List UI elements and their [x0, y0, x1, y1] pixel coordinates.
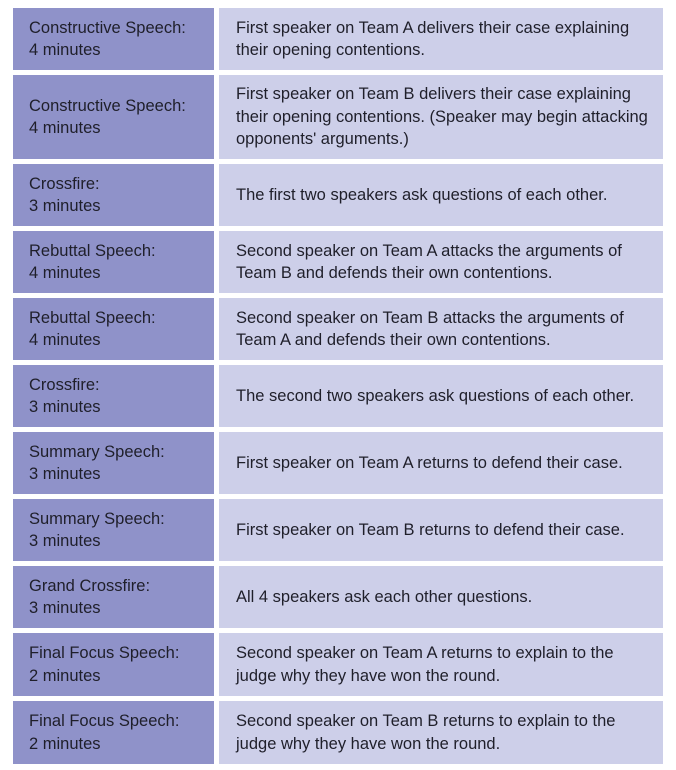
- speech-cell: [13, 633, 214, 696]
- speech-time: 4 minutes: [29, 41, 101, 59]
- description-cell: [219, 566, 663, 628]
- speech-name: Constructive Speech:: [29, 96, 186, 115]
- speech-time: 3 minutes: [29, 599, 101, 617]
- speech-name: Grand Crossfire:: [29, 576, 151, 595]
- speech-cell: [13, 701, 214, 764]
- table-row: [13, 365, 663, 427]
- speech-description: First speaker on Team A returns to defend their case.: [236, 453, 623, 472]
- speech-cell: [13, 75, 214, 159]
- speech-name: Crossfire:: [29, 174, 100, 193]
- description-cell: [219, 365, 663, 427]
- speech-cell: [13, 231, 214, 293]
- table-row: [13, 8, 663, 70]
- speech-cell: [13, 432, 214, 494]
- speech-description: Second speaker on Team B attacks the arguments of Team A and defends their own contentions.: [236, 308, 624, 349]
- speech-description: First speaker on Team B returns to defend their case.: [236, 520, 625, 539]
- description-cell: [219, 298, 663, 360]
- speech-name: Constructive Speech:: [29, 18, 186, 37]
- speech-cell: [13, 499, 214, 561]
- description-cell: [219, 75, 663, 159]
- table-row: [13, 432, 663, 494]
- table-row: [13, 75, 663, 159]
- speech-description: Second speaker on Team A attacks the arguments of Team B and defends their own contentions.: [236, 241, 622, 282]
- speech-cell: [13, 164, 214, 226]
- speech-description: Second speaker on Team A returns to explain to the judge why they have won the round.: [236, 644, 614, 685]
- speech-time: 2 minutes: [29, 666, 101, 685]
- table-row: [13, 701, 663, 764]
- speech-name: Summary Speech:: [29, 442, 165, 461]
- speech-time: 3 minutes: [29, 465, 101, 483]
- speech-time: 4 minutes: [29, 264, 101, 282]
- table-row: [13, 633, 663, 696]
- description-cell: [219, 633, 663, 696]
- speech-cell: [13, 365, 214, 427]
- table-row: [13, 164, 663, 226]
- description-cell: [219, 701, 663, 764]
- speech-description: First speaker on Team B delivers their case explaining their opening contentions. (Speaker may begin attacking opponents' arguments.): [236, 85, 648, 149]
- description-cell: [219, 432, 663, 494]
- debate-format-table: [13, 8, 663, 769]
- description-cell: [219, 164, 663, 226]
- speech-name: Rebuttal Speech:: [29, 241, 156, 260]
- speech-time: 3 minutes: [29, 398, 101, 416]
- speech-time: 3 minutes: [29, 197, 101, 215]
- speech-time: 4 minutes: [29, 119, 101, 137]
- speech-name: Summary Speech:: [29, 509, 165, 528]
- speech-cell: [13, 566, 214, 628]
- speech-time: 4 minutes: [29, 331, 101, 349]
- speech-cell: [13, 298, 214, 360]
- speech-name: Final Focus Speech:: [29, 644, 180, 662]
- speech-description: The second two speakers ask questions of each other.: [236, 386, 635, 405]
- speech-description: All 4 speakers ask each other questions.: [236, 587, 533, 606]
- speech-time: 3 minutes: [29, 532, 101, 550]
- table-row: [13, 298, 663, 360]
- speech-description: First speaker on Team A delivers their case explaining their opening contentions.: [236, 18, 630, 59]
- speech-description: The first two speakers ask questions of each other.: [236, 185, 608, 204]
- description-cell: [219, 499, 663, 561]
- table-row: [13, 499, 663, 561]
- table-row: [13, 231, 663, 293]
- speech-name: Final Focus Speech:: [29, 712, 180, 730]
- speech-description: Second speaker on Team B returns to explain to the judge why they have won the round.: [236, 712, 616, 753]
- speech-time: 2 minutes: [29, 734, 101, 753]
- speech-name: Crossfire:: [29, 375, 100, 394]
- description-cell: [219, 8, 663, 70]
- table-row: [13, 566, 663, 628]
- speech-name: Rebuttal Speech:: [29, 308, 156, 327]
- description-cell: [219, 231, 663, 293]
- speech-cell: [13, 8, 214, 70]
